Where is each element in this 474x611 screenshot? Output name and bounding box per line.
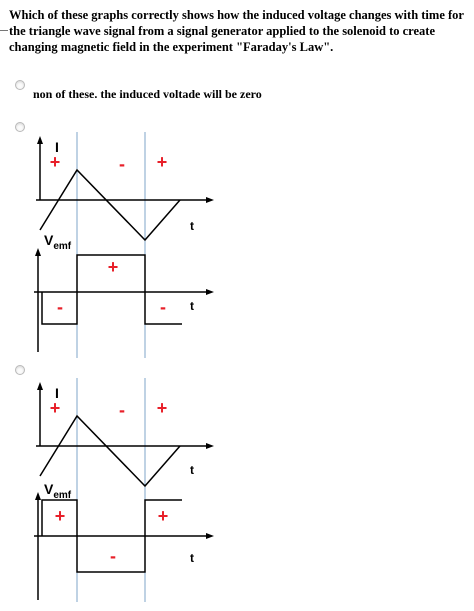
arrow-right-icon (206, 443, 214, 449)
option-3-graph (0, 376, 240, 611)
option-1-radio[interactable] (15, 80, 25, 90)
option-1-text: non of these. the induced voltade will be zero (33, 87, 262, 101)
arrow-up-icon (37, 136, 43, 144)
minus-sign: - (160, 297, 166, 317)
arrow-right-icon (206, 533, 214, 539)
plus-sign: + (49, 152, 61, 172)
voltage-label: $V_{emf}$ (44, 481, 72, 501)
minus-sign: - (57, 297, 63, 317)
minus-sign: - (119, 400, 125, 420)
plus-sign: + (107, 257, 119, 277)
question-text: Which of these graphs correctly shows how the induced voltage changes with time for the triangle wave signal from a signal generator applied to the solenoid to create changing magnetic field in the experiment "Faraday's Law". (9, 8, 464, 54)
option-2-graph (0, 130, 240, 365)
time-label: t (190, 219, 194, 233)
arrow-right-icon (206, 289, 214, 295)
triangle-wave (40, 170, 180, 240)
arrow-up-icon (37, 382, 43, 390)
plus-sign: + (156, 152, 168, 172)
arrow-right-icon (206, 197, 214, 203)
option-3-radio[interactable] (15, 365, 25, 375)
plus-sign: + (49, 398, 61, 418)
plus-sign: + (156, 398, 168, 418)
time-label: t (190, 299, 194, 313)
triangle-wave (40, 416, 180, 486)
current-label: I (55, 139, 59, 155)
time-label: t (190, 551, 194, 565)
minus-sign: - (119, 154, 125, 174)
margin-tick (0, 30, 8, 31)
plus-sign: + (54, 506, 66, 526)
arrow-up-icon (35, 492, 41, 500)
arrow-up-icon (35, 248, 41, 256)
plus-sign: + (157, 506, 169, 526)
time-label: t (190, 463, 194, 477)
minus-sign: - (110, 546, 116, 566)
voltage-label: $V_{emf}$ (44, 232, 72, 252)
current-label: I (55, 385, 59, 401)
